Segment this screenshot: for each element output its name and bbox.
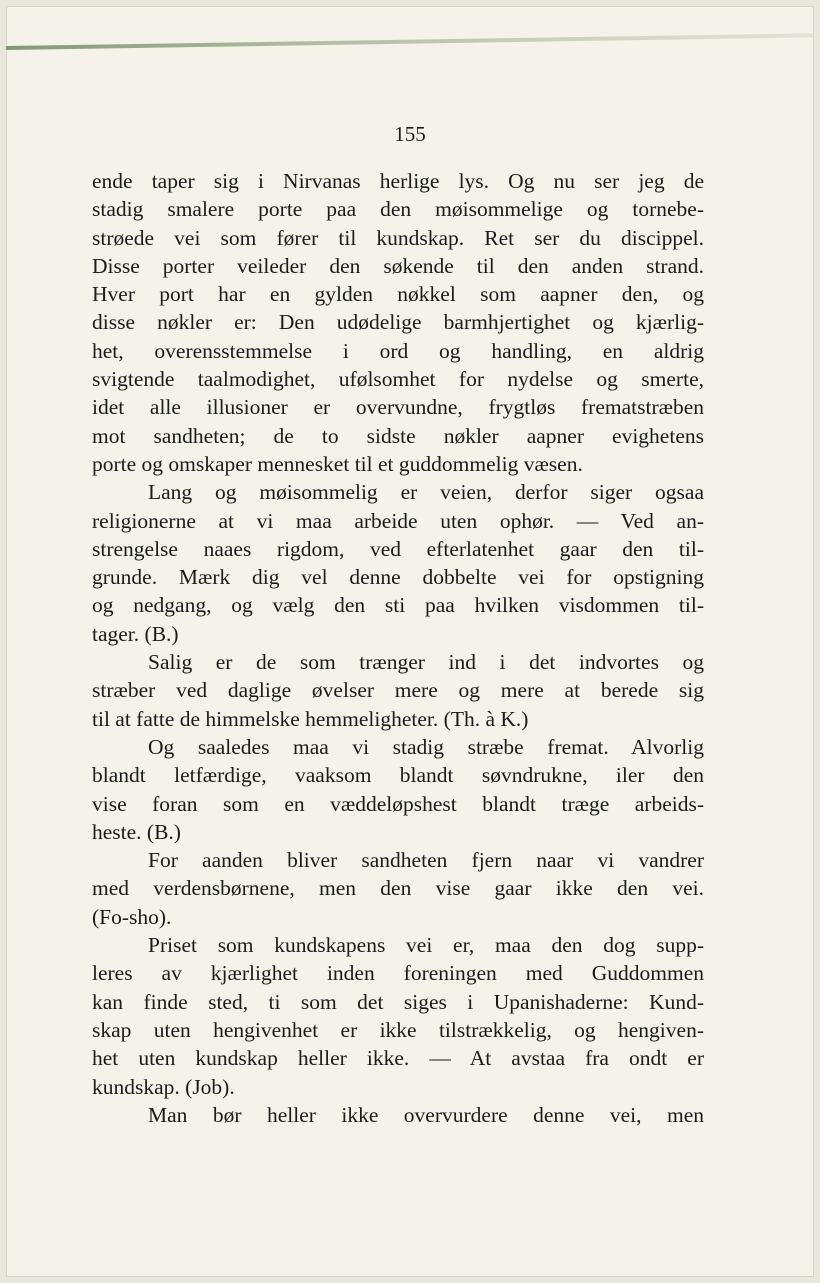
text-line: mot sandheten; de to sidste nøkler aapner evighetens <box>92 423 704 448</box>
text-line: strøede vei som fører til kundskap. Ret ser du discippel. <box>92 225 704 250</box>
text-line: ende taper sig i Nirvanas herlige lys. Og nu ser jeg de <box>92 169 704 193</box>
text-line: Hver port har en gylden nøkkel som aapner den, og <box>92 282 704 307</box>
text-line: For aanden bliver sandheten fjern naar vi vandrer <box>148 848 704 873</box>
text-line: blandt letfærdige, vaaksom blandt søvndrukne, iler den <box>92 763 704 788</box>
text-line: kundskap. (Job). <box>92 1074 235 1099</box>
text-line: stræber ved daglige øvelser mere og mere at berede sig <box>92 678 704 703</box>
text-line: idet alle illusioner er overvundne, frygtløs frematstræben <box>92 395 704 420</box>
text-line: Man bør heller ikke overvurdere denne vei, men <box>148 1102 704 1127</box>
text-line: het, overensstemmelse i ord og handling, en aldrig <box>92 338 704 363</box>
text-line: Lang og møisommelig er veien, derfor siger ogsaa <box>148 480 704 505</box>
text-line: Disse porter veileder den søkende til den anden strand. <box>92 253 704 278</box>
text-line: (Fo-sho). <box>92 904 172 929</box>
text-line: svigtende taalmodighet, ufølsomhet for nydelse og smerte, <box>92 367 704 392</box>
page-number: 155 <box>394 122 426 146</box>
page-edge-stain <box>6 33 814 50</box>
text-line: grunde. Mærk dig vel denne dobbelte vei for opstigning <box>92 565 704 590</box>
text-line: tager. (B.) <box>92 621 179 646</box>
text-line: Salig er de som trænger ind i det indvortes og <box>148 650 704 675</box>
text-line: het uten kundskap heller ikke. — At avstaa fra ondt er <box>92 1046 704 1071</box>
text-line: strengelse naaes rigdom, ved efterlatenhet gaar den til- <box>92 536 704 561</box>
text-line: skap uten hengivenhet er ikke tilstrækkelig, og hengiven- <box>92 1017 704 1042</box>
text-line: religionerne at vi maa arbeide uten ophør. — Ved an- <box>92 508 704 533</box>
text-line: og nedgang, og vælg den sti paa hvilken visdommen til- <box>92 593 704 618</box>
text-line: Og saaledes maa vi stadig stræbe fremat. Alvorlig <box>148 734 704 759</box>
text-line: til at fatte de himmelske hemmeligheter. (Th. à K.) <box>92 706 529 731</box>
text-line: heste. (B.) <box>92 819 181 844</box>
text-line: leres av kjærlighet inden foreningen med Guddommen <box>92 961 704 986</box>
text-line: porte og omskaper mennesket til et guddommelig væsen. <box>92 451 583 476</box>
body-text <box>92 167 704 1129</box>
text-line: kan finde sted, ti som det siges i Upanishaderne: Kund- <box>92 989 704 1014</box>
text-line: stadig smalere porte paa den møisommelige og tornebe- <box>92 197 704 222</box>
text-line: med verdensbørnene, men den vise gaar ikke den vei. <box>92 876 704 901</box>
book-page <box>6 6 814 1277</box>
text-line: vise foran som en væddeløpshest blandt træge arbeids- <box>92 791 704 816</box>
text-line: disse nøkler er: Den udødelige barmhjertighet og kjærlig- <box>92 310 704 335</box>
text-line: Priset som kundskapens vei er, maa den dog supp- <box>148 933 704 958</box>
